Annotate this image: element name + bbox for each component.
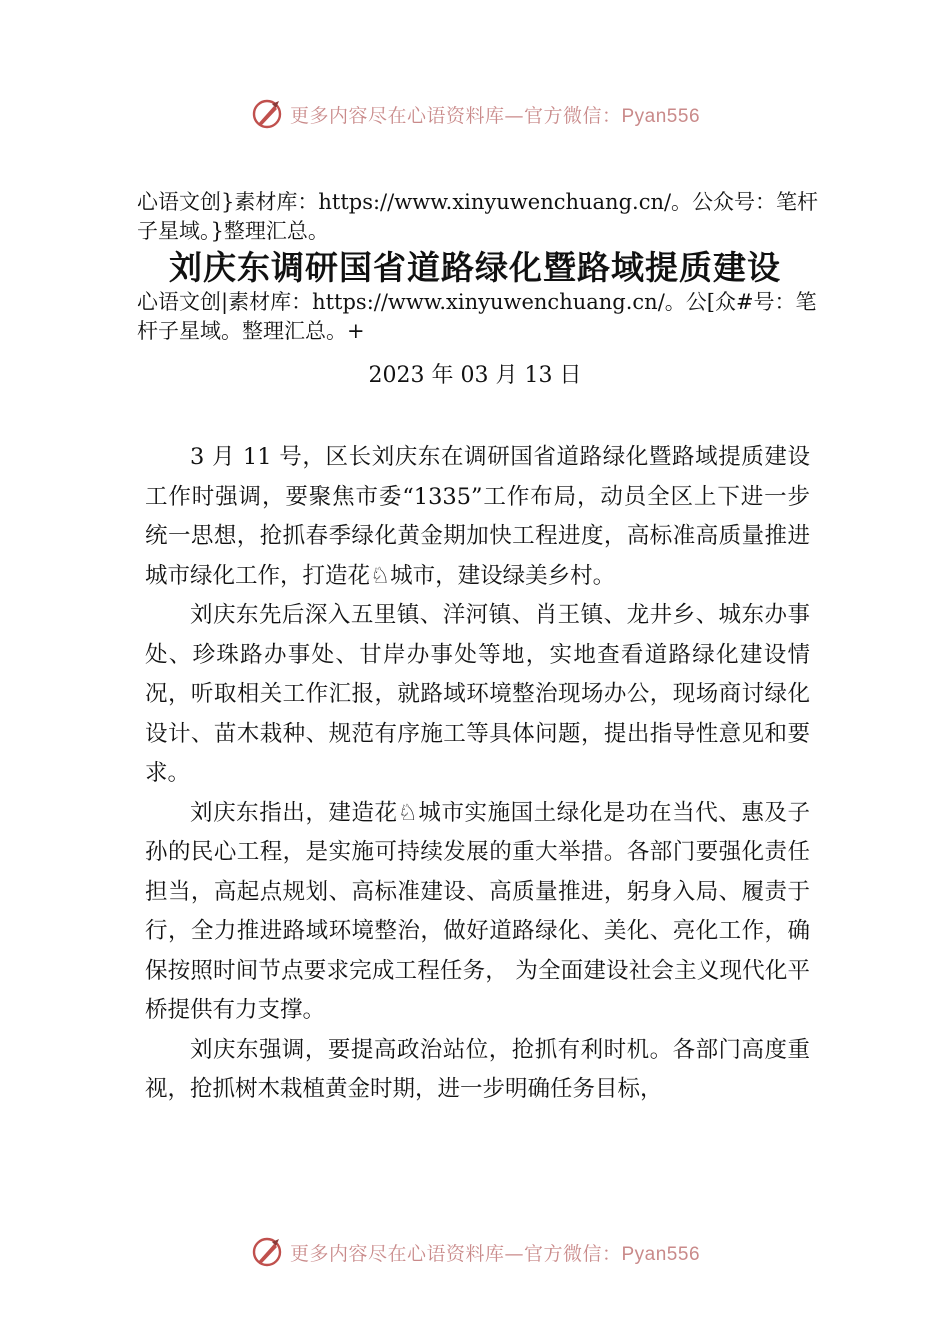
banner-text-cn: 更多内容尽在心语资料库—官方微信： xyxy=(289,104,622,127)
footer-banner xyxy=(0,1232,950,1272)
article-body xyxy=(145,438,810,1110)
paragraph-4: 刘庆东强调，要提高政治站位，抢抓有利时机。各部门高度重视，抢抓树木栽植黄金时期，进一步明确任务目标， xyxy=(145,1036,810,1102)
document-title: 刘庆东调研国省道路绿化暨路域提质建设 xyxy=(169,248,781,287)
banner-text xyxy=(290,101,700,128)
banner-text xyxy=(290,1239,700,1266)
banner-text-cn: 更多内容尽在心语资料库—官方微信： xyxy=(289,1242,622,1265)
quill-logo-icon xyxy=(250,97,284,131)
document-date: 2023 年 03 月 13 日 xyxy=(368,363,582,388)
banner-wechat-id: Pyan556 xyxy=(621,1243,701,1265)
quill-logo-icon xyxy=(250,1235,284,1269)
source-note-mid: 心语文创|素材库：https://www.xinyuwenchuang.cn/。公[众#号：笔杆子星域。整理汇总。+ xyxy=(137,290,817,343)
paragraph-3: 刘庆东指出，建造花♘城市实施国土绿化是功在当代、惠及子孙的民心工程，是实施可持续发展的重大举措。各部门要强化责任担当，高起点规划、高标准建设、高质量推进，躬身入局、履责于行，全力推进路域环境整治，做好道路绿化、美化、亮化工作，确保按照时间节点要求完成工程任务， 为全面建设社会主义现代化平桥提供有力支撑。 xyxy=(145,799,810,1023)
source-note-top: 心语文创}素材库：https://www.xinyuwenchuang.cn/。公众号：笔杆子星域。}整理汇总。 xyxy=(137,190,819,243)
header-banner xyxy=(0,94,950,134)
banner-wechat-id: Pyan556 xyxy=(621,105,701,127)
paragraph-1: 3 月 11 号，区长刘庆东在调研国省道路绿化暨路域提质建设工作时强调，要聚焦市委“1335”工作布局，动员全区上下进一步统一思想，抢抓春季绿化黄金期加快工程进度，高标准高质量推进城市绿化工作，打造花♘城市，建设绿美乡村。 xyxy=(145,444,810,589)
paragraph-2: 刘庆东先后深入五里镇、洋河镇、肖王镇、龙井乡、城东办事处、珍珠路办事处、甘岸办事处等地，实地查看道路绿化建设情况，听取相关工作汇报，就路域环境整治现场办公，现场商讨绿化设计、苗木栽种、规范有序施工等具体问题，提出指导性意见和要求。 xyxy=(145,602,810,786)
